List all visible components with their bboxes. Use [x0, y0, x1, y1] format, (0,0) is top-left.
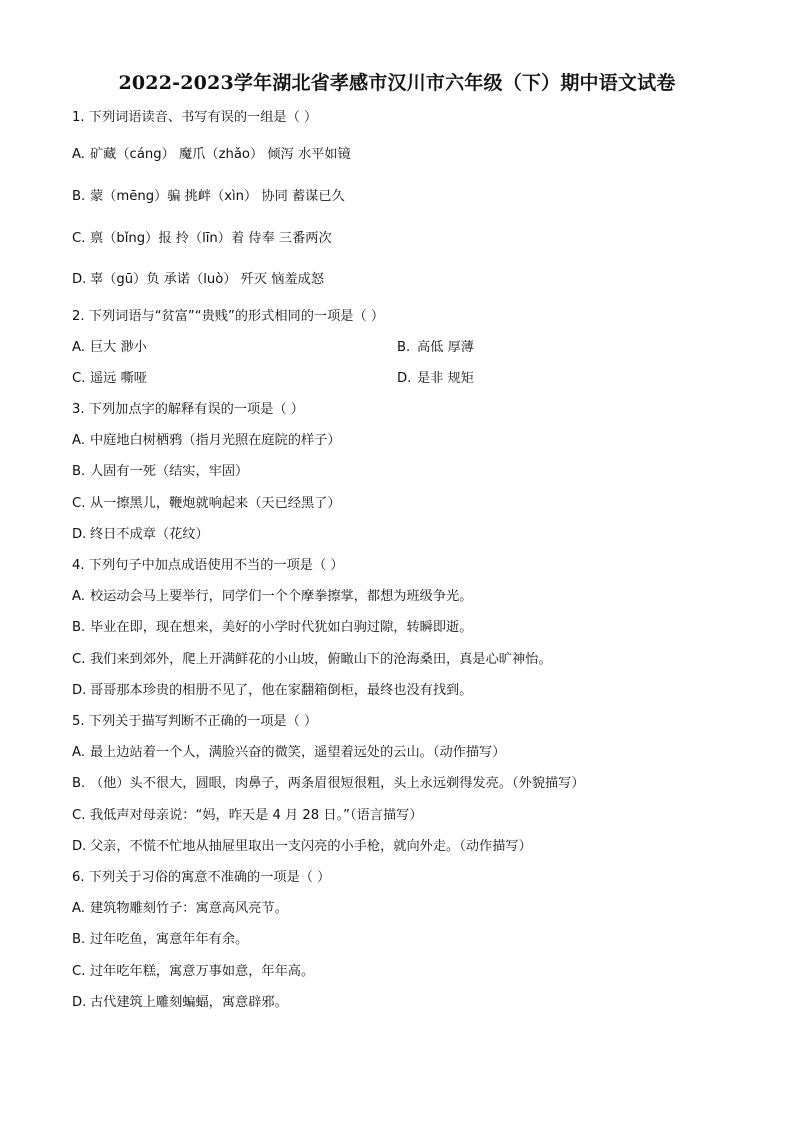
option-text: 终日不成章（花纹） — [90, 527, 209, 542]
option-text: 过年吃年糕，寓意万事如意，年年高。 — [90, 964, 315, 979]
question-6-stem: 6. 下列关于习俗的寓意不准确的一项是（ ） — [72, 870, 331, 885]
option-text: 古代建筑上雕刻蝙蝠，寓意辟邪。 — [90, 995, 288, 1010]
option-label: A. — [72, 147, 85, 162]
question-3-option-c — [72, 495, 341, 513]
option-text: 中庭地白树栖鸦（指月光照在庭院的样子） — [90, 433, 341, 448]
option-label: B. — [72, 620, 86, 635]
question-5-option-c — [72, 807, 423, 825]
option-label: B. — [72, 776, 86, 791]
option-text: 父亲，不慌不忙地从抽屉里取出一支闪亮的小手枪，就向外走。（动作描写） — [90, 839, 532, 854]
question-5-stem: 5. 下列关于描写判断不正确的一项是（ ） — [72, 714, 318, 729]
question-2-option-c — [72, 370, 147, 388]
option-label: C. — [72, 231, 86, 246]
option-label: C. — [72, 808, 86, 823]
question-1-option-a — [72, 146, 351, 164]
option-label: D. — [72, 839, 87, 854]
question-5-option-d — [72, 838, 532, 856]
option-label: C. — [72, 371, 86, 386]
question-4-stem: 4. 下列句子中加点成语使用不当的一项是（ ） — [72, 558, 344, 573]
option-text: 最上边站着一个人，满脸兴奋的微笑，遥望着远处的云山。（动作描写） — [90, 745, 506, 760]
option-label: A. — [72, 745, 85, 760]
question-3-option-b — [72, 463, 248, 481]
question-3-option-a — [72, 432, 341, 450]
option-text: 建筑物雕刻竹子：寓意高风亮节。 — [90, 901, 288, 916]
option-text: 辜（gū）负 承诺（luò） 歼灭 恼羞成怒 — [90, 272, 325, 287]
option-label: D. — [397, 371, 412, 386]
option-text: 蒙（mēng）骗 挑衅（xìn） 协同 蓄谋已久 — [90, 189, 345, 204]
question-6-option-c — [72, 963, 314, 981]
question-2-option-a — [72, 339, 147, 357]
option-text: 矿藏（cáng） 魔爪（zhǎo） 倾泻 水平如镜 — [90, 147, 351, 162]
option-text: 校运动会马上要举行，同学们一个个摩拳擦掌，都想为班级争光。 — [90, 589, 473, 604]
question-6-option-a — [72, 900, 288, 918]
option-text: 巨大 渺小 — [90, 340, 147, 355]
question-4-option-d — [72, 682, 472, 700]
option-text: （他）头不很大，圆眼，肉鼻子，两条眉很短很粗，头上永远剃得发亮。（外貌描写） — [90, 776, 585, 791]
option-label: D. — [72, 995, 87, 1010]
question-2-option-d — [397, 370, 474, 388]
option-label: D. — [72, 683, 87, 698]
option-label: A. — [72, 901, 85, 916]
option-label: D. — [72, 527, 87, 542]
option-text: 从一擦黑儿，鞭炮就响起来（天已经黑了） — [90, 496, 341, 511]
question-4-option-a — [72, 588, 472, 606]
question-3-option-d — [72, 526, 209, 544]
question-6-option-b — [72, 931, 248, 949]
option-label: C. — [72, 964, 86, 979]
option-label: A. — [72, 340, 85, 355]
option-text: 禀（bǐng）报 拎（līn）着 侍奉 三番两次 — [90, 231, 332, 246]
question-6-option-d — [72, 994, 288, 1012]
option-label: B. — [72, 932, 86, 947]
option-text: 遥远 嘶哑 — [90, 371, 147, 386]
question-2-option-b — [397, 339, 474, 357]
option-text: 哥哥那本珍贵的相册不见了，他在家翻箱倒柜，最终也没有找到。 — [90, 683, 473, 698]
option-text: 我低声对母亲说：“妈，昨天是 4 月 28 日。”（语言描写） — [90, 808, 423, 823]
option-label: B. — [397, 340, 411, 355]
page-title: 2022-2023学年湖北省孝感市汉川市六年级（下）期中语文试卷 — [118, 72, 676, 94]
option-text: 高低 厚薄 — [417, 340, 474, 355]
option-label: A. — [72, 589, 85, 604]
option-text: 毕业在即，现在想来，美好的小学时代犹如白驹过隙，转瞬即逝。 — [90, 620, 473, 635]
option-text: 过年吃鱼，寓意年年有余。 — [90, 932, 249, 947]
question-5-option-b — [72, 775, 585, 793]
question-3-stem: 3. 下列加点字的解释有误的一项是（ ） — [72, 402, 304, 417]
question-2-stem: 2. 下列词语与“贫富”“贵贱”的形式相同的一项是（ ） — [72, 309, 385, 324]
option-label: D. — [72, 272, 87, 287]
option-text: 我们来到郊外，爬上开满鲜花的小山坡，俯瞰山下的沧海桑田，真是心旷神怡。 — [90, 652, 552, 667]
question-1-option-d — [72, 271, 324, 289]
question-5-option-a — [72, 744, 505, 762]
option-label: C. — [72, 652, 86, 667]
option-label: A. — [72, 433, 85, 448]
question-1-stem: 1. 下列词语读音、书写有误的一组是（ ） — [72, 110, 318, 125]
option-label: B. — [72, 189, 86, 204]
option-text: 是非 规矩 — [417, 371, 474, 386]
question-1-option-c — [72, 230, 332, 248]
question-1-option-b — [72, 188, 345, 206]
option-label: C. — [72, 496, 86, 511]
question-4-option-c — [72, 651, 552, 669]
option-label: B. — [72, 464, 86, 479]
question-4-option-b — [72, 619, 472, 637]
option-text: 人固有一死（结实，牢固） — [90, 464, 249, 479]
